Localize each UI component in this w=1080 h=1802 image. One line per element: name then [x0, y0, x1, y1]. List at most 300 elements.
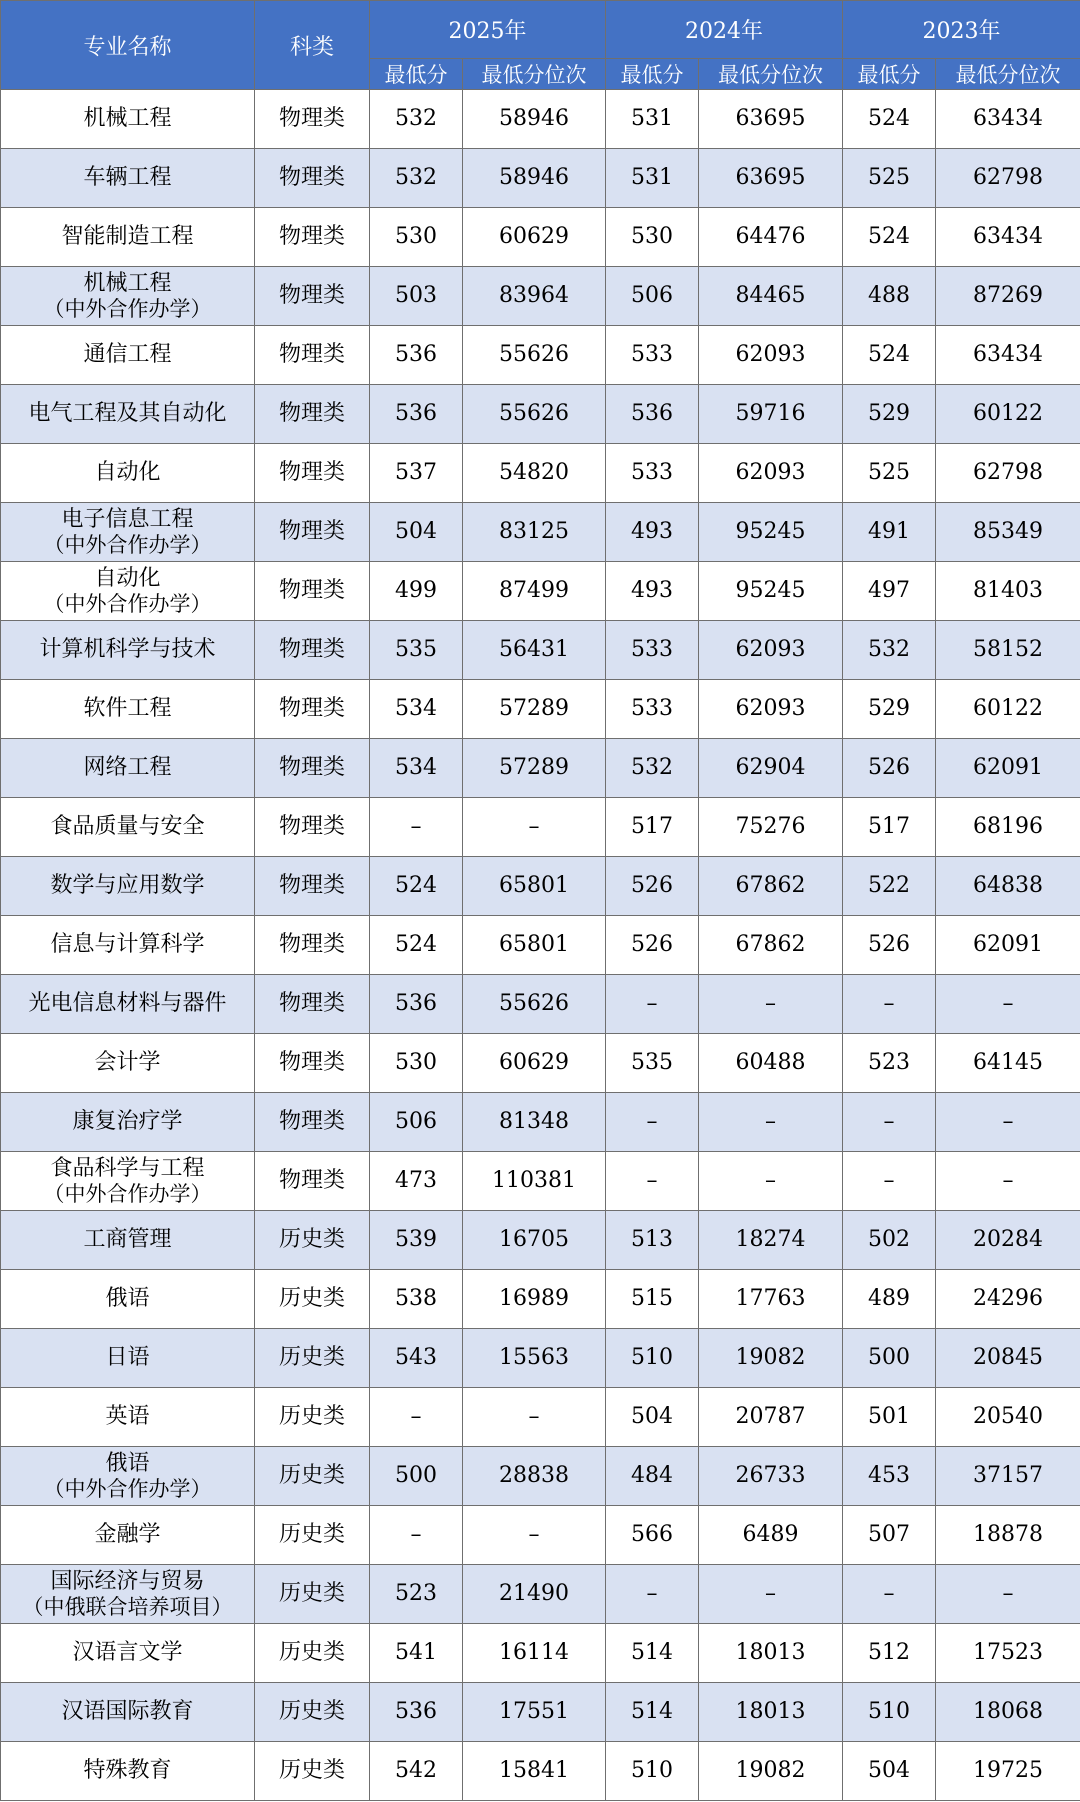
min-score-2023-cell: 512	[843, 1624, 936, 1683]
min-rank-2024-cell: 17763	[699, 1270, 843, 1329]
min-rank-2023-cell: 37157	[936, 1447, 1080, 1506]
min-rank-2023-cell: 68196	[936, 798, 1080, 857]
min-rank-2024-cell: 26733	[699, 1447, 843, 1506]
min-score-2025-cell: 542	[370, 1742, 463, 1801]
min-score-2025-cell: 499	[370, 562, 463, 621]
major-note: （中外合作办学）	[43, 591, 212, 616]
category-cell: 历史类	[255, 1565, 370, 1624]
min-rank-2024-cell: 75276	[699, 798, 843, 857]
min-score-2025-cell: 506	[370, 1093, 463, 1152]
major-name: 计算机科学与技术	[39, 637, 216, 663]
table-body	[1, 90, 1080, 1801]
min-rank-2024-cell: 62093	[699, 621, 843, 680]
min-score-2023-cell: 524	[843, 208, 936, 267]
table-row	[1, 1624, 1080, 1683]
major-name: 俄语	[105, 1451, 150, 1477]
min-score-2024-cell: –	[606, 1093, 699, 1152]
major-name-cell	[1, 149, 255, 208]
min-rank-2025-cell: 56431	[463, 621, 606, 680]
category-cell: 物理类	[255, 1152, 370, 1211]
min-score-2025-cell: 536	[370, 385, 463, 444]
min-score-2024-cell: –	[606, 1565, 699, 1624]
header-min-rank: 最低分位次	[463, 59, 606, 90]
category-cell: 物理类	[255, 739, 370, 798]
min-score-2024-cell: 506	[606, 267, 699, 326]
major-name: 机械工程	[83, 271, 172, 297]
major-name: 软件工程	[83, 696, 172, 722]
major-name-cell	[1, 1624, 255, 1683]
category-cell: 历史类	[255, 1211, 370, 1270]
table-row	[1, 621, 1080, 680]
min-score-2024-cell: 510	[606, 1742, 699, 1801]
min-rank-2023-cell: 60122	[936, 680, 1080, 739]
min-score-2024-cell: 533	[606, 326, 699, 385]
major-name: 金融学	[94, 1522, 161, 1548]
min-rank-2025-cell: 57289	[463, 680, 606, 739]
min-rank-2023-cell: 24296	[936, 1270, 1080, 1329]
min-rank-2025-cell: 60629	[463, 208, 606, 267]
category-cell: 物理类	[255, 1093, 370, 1152]
min-score-2024-cell: 531	[606, 149, 699, 208]
major-name: 汉语言文学	[72, 1640, 183, 1666]
min-rank-2023-cell: 63434	[936, 90, 1080, 149]
table-row	[1, 1742, 1080, 1801]
table-row	[1, 1329, 1080, 1388]
min-score-2023-cell: 502	[843, 1211, 936, 1270]
major-name-cell	[1, 1093, 255, 1152]
min-rank-2024-cell: 84465	[699, 267, 843, 326]
major-name: 工商管理	[83, 1227, 172, 1253]
min-rank-2024-cell: 20787	[699, 1388, 843, 1447]
major-name: 康复治疗学	[72, 1109, 183, 1135]
major-name-cell	[1, 916, 255, 975]
min-score-2025-cell: 500	[370, 1447, 463, 1506]
min-score-2024-cell: 510	[606, 1329, 699, 1388]
min-rank-2024-cell: 62093	[699, 680, 843, 739]
category-cell: 历史类	[255, 1624, 370, 1683]
min-score-2024-cell: 531	[606, 90, 699, 149]
category-cell: 物理类	[255, 857, 370, 916]
min-rank-2025-cell: 15563	[463, 1329, 606, 1388]
min-rank-2024-cell: 18274	[699, 1211, 843, 1270]
min-rank-2025-cell: 58946	[463, 90, 606, 149]
min-rank-2024-cell: 59716	[699, 385, 843, 444]
min-score-2023-cell: 523	[843, 1034, 936, 1093]
min-rank-2023-cell: 19725	[936, 1742, 1080, 1801]
header-year-2025: 2025年	[370, 1, 606, 59]
category-cell: 历史类	[255, 1329, 370, 1388]
major-name-cell	[1, 621, 255, 680]
min-rank-2024-cell: 19082	[699, 1742, 843, 1801]
table-row	[1, 385, 1080, 444]
min-rank-2025-cell: 55626	[463, 975, 606, 1034]
min-score-2025-cell: 534	[370, 680, 463, 739]
header-year-2023: 2023年	[843, 1, 1080, 59]
min-score-2023-cell: 524	[843, 326, 936, 385]
table-row	[1, 975, 1080, 1034]
category-cell: 历史类	[255, 1447, 370, 1506]
major-note: （中外合作办学）	[43, 1476, 212, 1501]
min-score-2025-cell: 536	[370, 1683, 463, 1742]
min-rank-2024-cell: 60488	[699, 1034, 843, 1093]
min-score-2024-cell: 513	[606, 1211, 699, 1270]
min-score-2025-cell: 536	[370, 975, 463, 1034]
major-name-cell	[1, 385, 255, 444]
major-name: 英语	[105, 1404, 150, 1430]
min-score-2024-cell: 515	[606, 1270, 699, 1329]
min-score-2024-cell: 493	[606, 503, 699, 562]
category-cell: 物理类	[255, 1034, 370, 1093]
min-score-2023-cell: –	[843, 1093, 936, 1152]
min-score-2024-cell: 514	[606, 1683, 699, 1742]
major-name: 信息与计算科学	[50, 932, 205, 958]
min-rank-2023-cell: –	[936, 1093, 1080, 1152]
category-cell: 物理类	[255, 267, 370, 326]
min-rank-2025-cell: 16114	[463, 1624, 606, 1683]
category-cell: 物理类	[255, 975, 370, 1034]
min-score-2025-cell: 530	[370, 1034, 463, 1093]
min-score-2024-cell: 533	[606, 444, 699, 503]
major-name: 国际经济与贸易	[50, 1569, 205, 1595]
min-score-2023-cell: –	[843, 975, 936, 1034]
min-rank-2025-cell: 55626	[463, 385, 606, 444]
min-score-2023-cell: 529	[843, 385, 936, 444]
min-score-2023-cell: 524	[843, 90, 936, 149]
min-rank-2025-cell: 83125	[463, 503, 606, 562]
category-cell: 物理类	[255, 562, 370, 621]
min-score-2024-cell: 533	[606, 680, 699, 739]
min-rank-2024-cell: –	[699, 1152, 843, 1211]
min-rank-2023-cell: –	[936, 1565, 1080, 1624]
header-year-2024: 2024年	[606, 1, 843, 59]
min-score-2024-cell: 504	[606, 1388, 699, 1447]
min-rank-2025-cell: 17551	[463, 1683, 606, 1742]
min-rank-2024-cell: 63695	[699, 149, 843, 208]
major-name: 数学与应用数学	[50, 873, 205, 899]
category-cell: 物理类	[255, 90, 370, 149]
min-score-2023-cell: –	[843, 1152, 936, 1211]
min-score-2023-cell: 507	[843, 1506, 936, 1565]
major-name: 汉语国际教育	[61, 1699, 194, 1725]
min-rank-2024-cell: –	[699, 1565, 843, 1624]
major-name-cell	[1, 1683, 255, 1742]
min-score-2024-cell: 493	[606, 562, 699, 621]
min-score-2025-cell: –	[370, 1388, 463, 1447]
min-rank-2023-cell: 62798	[936, 444, 1080, 503]
major-note: （中外合作办学）	[43, 1181, 212, 1206]
min-rank-2023-cell: 64838	[936, 857, 1080, 916]
min-rank-2025-cell: 65801	[463, 857, 606, 916]
header-category: 科类	[255, 1, 370, 90]
major-name-cell	[1, 326, 255, 385]
major-name: 车辆工程	[83, 165, 172, 191]
min-rank-2024-cell: 95245	[699, 503, 843, 562]
min-rank-2024-cell: 19082	[699, 1329, 843, 1388]
table-row	[1, 90, 1080, 149]
min-rank-2024-cell: 95245	[699, 562, 843, 621]
table-row	[1, 798, 1080, 857]
major-name-cell	[1, 1329, 255, 1388]
min-score-2025-cell: 473	[370, 1152, 463, 1211]
header-min-score: 最低分	[843, 59, 936, 90]
min-rank-2024-cell: 67862	[699, 857, 843, 916]
min-rank-2023-cell: 17523	[936, 1624, 1080, 1683]
min-rank-2024-cell: 64476	[699, 208, 843, 267]
major-name: 自动化	[94, 566, 161, 592]
min-score-2025-cell: 524	[370, 857, 463, 916]
min-rank-2024-cell: –	[699, 1093, 843, 1152]
table-row	[1, 916, 1080, 975]
min-score-2023-cell: 453	[843, 1447, 936, 1506]
min-rank-2024-cell: 63695	[699, 90, 843, 149]
min-score-2023-cell: 491	[843, 503, 936, 562]
min-score-2023-cell: 517	[843, 798, 936, 857]
major-name-cell	[1, 857, 255, 916]
major-name: 电气工程及其自动化	[28, 401, 227, 427]
table-row	[1, 1447, 1080, 1506]
major-name-cell	[1, 267, 255, 326]
major-name: 通信工程	[83, 342, 172, 368]
min-rank-2025-cell: 58946	[463, 149, 606, 208]
min-score-2025-cell: 503	[370, 267, 463, 326]
min-score-2025-cell: 532	[370, 90, 463, 149]
min-rank-2024-cell: 62093	[699, 444, 843, 503]
min-rank-2024-cell: 67862	[699, 916, 843, 975]
major-name-cell	[1, 1388, 255, 1447]
category-cell: 物理类	[255, 916, 370, 975]
min-score-2025-cell: 543	[370, 1329, 463, 1388]
min-score-2025-cell: 541	[370, 1624, 463, 1683]
category-cell: 物理类	[255, 503, 370, 562]
major-name-cell	[1, 444, 255, 503]
min-rank-2023-cell: 58152	[936, 621, 1080, 680]
min-score-2023-cell: 529	[843, 680, 936, 739]
min-score-2025-cell: 538	[370, 1270, 463, 1329]
major-name-cell	[1, 1211, 255, 1270]
major-name: 特殊教育	[83, 1758, 172, 1784]
min-score-2023-cell: 526	[843, 916, 936, 975]
min-score-2025-cell: 537	[370, 444, 463, 503]
category-cell: 物理类	[255, 798, 370, 857]
table-row	[1, 680, 1080, 739]
category-cell: 历史类	[255, 1506, 370, 1565]
table-row	[1, 1152, 1080, 1211]
header-min-rank: 最低分位次	[699, 59, 843, 90]
min-score-2023-cell: 504	[843, 1742, 936, 1801]
min-rank-2025-cell: 110381	[463, 1152, 606, 1211]
min-rank-2025-cell: 15841	[463, 1742, 606, 1801]
min-rank-2023-cell: 60122	[936, 385, 1080, 444]
min-score-2025-cell: –	[370, 798, 463, 857]
min-rank-2025-cell: 87499	[463, 562, 606, 621]
min-rank-2025-cell: 21490	[463, 1565, 606, 1624]
min-score-2024-cell: 535	[606, 1034, 699, 1093]
min-rank-2025-cell: 28838	[463, 1447, 606, 1506]
min-score-2024-cell: 526	[606, 857, 699, 916]
min-rank-2023-cell: 81403	[936, 562, 1080, 621]
min-score-2023-cell: 489	[843, 1270, 936, 1329]
min-rank-2023-cell: 63434	[936, 326, 1080, 385]
min-rank-2023-cell: 20845	[936, 1329, 1080, 1388]
min-score-2023-cell: 532	[843, 621, 936, 680]
min-rank-2025-cell: 54820	[463, 444, 606, 503]
min-score-2023-cell: 525	[843, 149, 936, 208]
major-name-cell	[1, 1506, 255, 1565]
min-score-2024-cell: –	[606, 975, 699, 1034]
min-score-2024-cell: –	[606, 1152, 699, 1211]
major-name-cell	[1, 680, 255, 739]
major-name-cell	[1, 1565, 255, 1624]
min-score-2023-cell: 497	[843, 562, 936, 621]
header-min-score: 最低分	[606, 59, 699, 90]
min-rank-2023-cell: 85349	[936, 503, 1080, 562]
min-score-2025-cell: 539	[370, 1211, 463, 1270]
min-rank-2023-cell: 62091	[936, 916, 1080, 975]
category-cell: 物理类	[255, 326, 370, 385]
min-rank-2023-cell: 87269	[936, 267, 1080, 326]
min-rank-2023-cell: –	[936, 975, 1080, 1034]
category-cell: 物理类	[255, 149, 370, 208]
min-rank-2023-cell: 63434	[936, 208, 1080, 267]
major-name: 电子信息工程	[61, 507, 194, 533]
min-score-2024-cell: 533	[606, 621, 699, 680]
category-cell: 物理类	[255, 208, 370, 267]
table-row	[1, 503, 1080, 562]
major-note: （中外合作办学）	[43, 296, 212, 321]
major-note: （中外合作办学）	[43, 532, 212, 557]
category-cell: 历史类	[255, 1683, 370, 1742]
min-rank-2024-cell: 6489	[699, 1506, 843, 1565]
min-rank-2023-cell: 64145	[936, 1034, 1080, 1093]
min-rank-2025-cell: –	[463, 1388, 606, 1447]
table-row	[1, 739, 1080, 798]
category-cell: 物理类	[255, 621, 370, 680]
table-row	[1, 267, 1080, 326]
major-note: （中俄联合培养项目）	[22, 1594, 233, 1619]
min-rank-2025-cell: 81348	[463, 1093, 606, 1152]
min-score-2024-cell: 532	[606, 739, 699, 798]
min-score-2025-cell: 536	[370, 326, 463, 385]
category-cell: 物理类	[255, 385, 370, 444]
major-name-cell	[1, 798, 255, 857]
min-score-2024-cell: 517	[606, 798, 699, 857]
header-min-rank: 最低分位次	[936, 59, 1080, 90]
major-name: 智能制造工程	[61, 224, 194, 250]
table-row	[1, 1270, 1080, 1329]
table-row	[1, 562, 1080, 621]
major-name: 网络工程	[83, 755, 172, 781]
min-rank-2024-cell: 18013	[699, 1624, 843, 1683]
header-min-score: 最低分	[370, 59, 463, 90]
table-row	[1, 326, 1080, 385]
min-score-2023-cell: 500	[843, 1329, 936, 1388]
table-header	[1, 1, 1080, 90]
major-name-cell	[1, 975, 255, 1034]
min-rank-2025-cell: –	[463, 798, 606, 857]
table-row	[1, 1683, 1080, 1742]
min-rank-2024-cell: 62093	[699, 326, 843, 385]
major-name-cell	[1, 1447, 255, 1506]
min-rank-2024-cell: –	[699, 975, 843, 1034]
min-rank-2024-cell: 62904	[699, 739, 843, 798]
major-name: 食品质量与安全	[50, 814, 205, 840]
major-name: 俄语	[105, 1286, 150, 1312]
major-name-cell	[1, 562, 255, 621]
major-name: 光电信息材料与器件	[28, 991, 227, 1017]
min-score-2024-cell: 566	[606, 1506, 699, 1565]
min-score-2024-cell: 536	[606, 385, 699, 444]
min-rank-2025-cell: 83964	[463, 267, 606, 326]
category-cell: 物理类	[255, 680, 370, 739]
table-row	[1, 1565, 1080, 1624]
major-name-cell	[1, 1742, 255, 1801]
min-score-2024-cell: 530	[606, 208, 699, 267]
min-rank-2025-cell: 57289	[463, 739, 606, 798]
major-name: 食品科学与工程	[50, 1156, 205, 1182]
min-rank-2025-cell: 60629	[463, 1034, 606, 1093]
min-rank-2023-cell: 62798	[936, 149, 1080, 208]
min-score-2023-cell: –	[843, 1565, 936, 1624]
min-score-2023-cell: 501	[843, 1388, 936, 1447]
min-score-2025-cell: 530	[370, 208, 463, 267]
min-score-2023-cell: 525	[843, 444, 936, 503]
min-score-2025-cell: 535	[370, 621, 463, 680]
major-name-cell	[1, 503, 255, 562]
min-score-2025-cell: –	[370, 1506, 463, 1565]
major-name: 日语	[105, 1345, 150, 1371]
table-row	[1, 1388, 1080, 1447]
min-score-2025-cell: 532	[370, 149, 463, 208]
category-cell: 物理类	[255, 444, 370, 503]
major-name: 会计学	[94, 1050, 161, 1076]
min-score-2024-cell: 484	[606, 1447, 699, 1506]
min-rank-2025-cell: 16989	[463, 1270, 606, 1329]
category-cell: 历史类	[255, 1742, 370, 1801]
major-name-cell	[1, 1034, 255, 1093]
min-rank-2025-cell: –	[463, 1506, 606, 1565]
min-score-2025-cell: 524	[370, 916, 463, 975]
min-rank-2023-cell: 20540	[936, 1388, 1080, 1447]
table-row	[1, 149, 1080, 208]
min-rank-2023-cell: 18878	[936, 1506, 1080, 1565]
min-rank-2025-cell: 55626	[463, 326, 606, 385]
major-name-cell	[1, 1152, 255, 1211]
major-name-cell	[1, 208, 255, 267]
table-row	[1, 857, 1080, 916]
min-rank-2023-cell: –	[936, 1152, 1080, 1211]
category-cell: 历史类	[255, 1270, 370, 1329]
major-name: 机械工程	[83, 106, 172, 132]
min-rank-2023-cell: 18068	[936, 1683, 1080, 1742]
min-score-2024-cell: 526	[606, 916, 699, 975]
category-cell: 历史类	[255, 1388, 370, 1447]
min-score-2024-cell: 514	[606, 1624, 699, 1683]
min-score-2023-cell: 522	[843, 857, 936, 916]
min-score-2023-cell: 510	[843, 1683, 936, 1742]
min-score-2023-cell: 526	[843, 739, 936, 798]
table-row	[1, 1034, 1080, 1093]
min-score-2025-cell: 523	[370, 1565, 463, 1624]
table-row	[1, 1093, 1080, 1152]
table-row	[1, 1211, 1080, 1270]
min-rank-2025-cell: 65801	[463, 916, 606, 975]
major-name: 自动化	[94, 460, 161, 486]
min-rank-2023-cell: 62091	[936, 739, 1080, 798]
min-score-2023-cell: 488	[843, 267, 936, 326]
header-major: 专业名称	[1, 1, 255, 90]
table-row	[1, 1506, 1080, 1565]
min-score-2025-cell: 534	[370, 739, 463, 798]
